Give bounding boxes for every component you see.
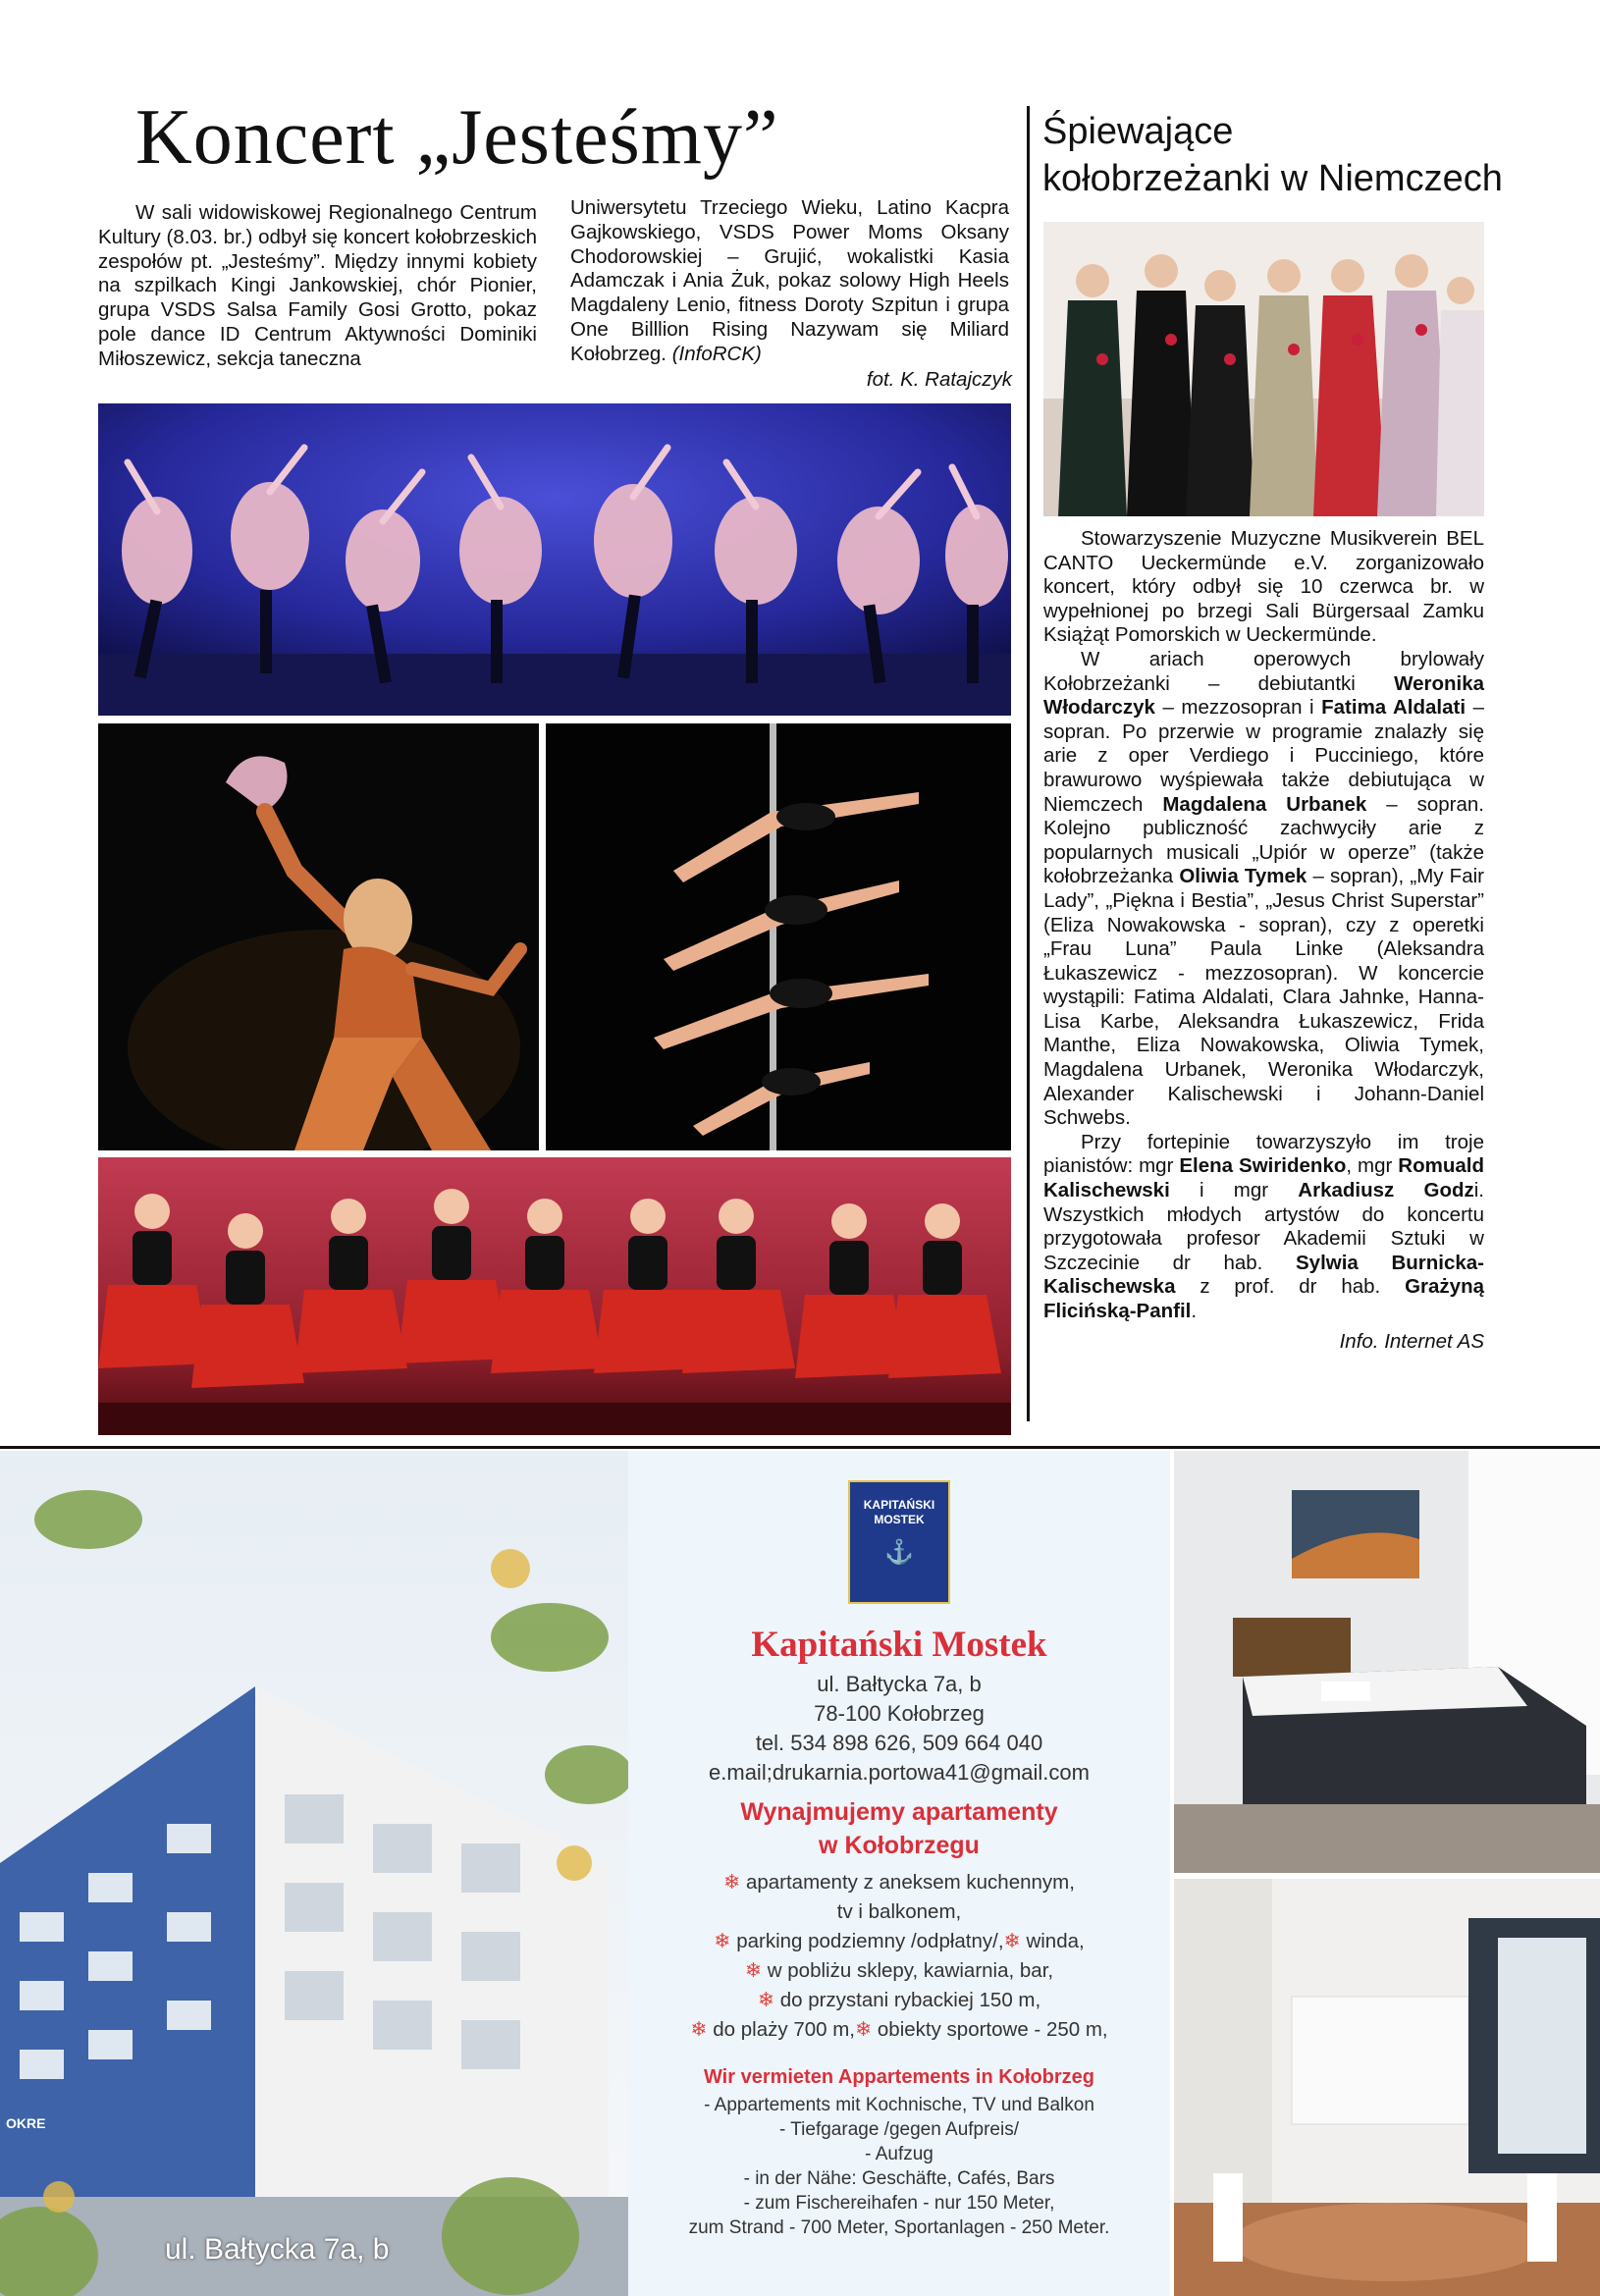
article-source: (InfoRCK) <box>671 342 762 365</box>
p3-text-e: i mgr <box>1169 1179 1299 1202</box>
article-column-1: W sali widowiskowej Regionalnego Centrum Kultury (8.03. br.) odbył się koncert kołobrzeskich zespołów pt. „Jesteśmy”. Między innymi kobiety na szpilkach Kingi Jankowskiej, chór Pionier, grupa VSDS Salsa Family Gosi Grotto, pokaz pole dance ID Centrum Aktywności Dominiki Miłoszewicz, sekcja taneczna <box>98 201 537 370</box>
ad-bullet-7-text: do plaży 700 m, <box>713 2018 855 2041</box>
sidebar-title <box>1042 108 1503 202</box>
p2-name-magdalena: Magdalena Urbanek <box>1162 792 1367 816</box>
pole-dance-illustration <box>546 723 1011 1150</box>
sidebar-source: Info. Internet AS <box>1339 1329 1484 1353</box>
p3-name-arkadiusz: Arkadiusz Godz <box>1298 1179 1474 1202</box>
ad-building-photo <box>0 1451 628 2296</box>
bullet-star-icon: ❄ <box>723 1871 741 1894</box>
column-divider <box>1027 106 1030 1421</box>
ad-headline-2: w Kołobrzegu <box>819 1832 980 1859</box>
bedroom-illustration <box>1174 1451 1600 1873</box>
photo-credit: fot. K. Ratajczyk <box>866 368 1012 391</box>
sidebar-paragraph-1: Stowarzyszenie Muzyczne Musikverein BEL CANTO Ueckermünde e.V. zorganizowało koncert, który odbył się 10 czerwca br. w wypełnionej po brzegi Sali Bürgersaal Zamku Książąt Pomorskich w Ueckermünde. <box>1043 527 1484 647</box>
sidebar-paragraph-2 <box>1043 648 1484 1131</box>
anchor-icon: ⚓ <box>884 1539 914 1566</box>
article-column-2 <box>570 196 1009 367</box>
kitchen-illustration <box>1174 1879 1600 2296</box>
p2-name-weronika: Weronika Włodarczyk <box>1043 671 1484 720</box>
ad-german-line-5: - zum Fischereihafen - nur 150 Meter, <box>743 2193 1055 2214</box>
p3-name-elena: Elena Swiridenko <box>1179 1154 1347 1178</box>
ad-bullet-6 <box>628 1986 1170 2015</box>
ad-email: e.mail;drukarnia.portowa41@gmail.com <box>709 1760 1090 1785</box>
p3-text-a: Przy fortepinie towarzyszyło im troje pianistów: mgr <box>1043 1130 1484 1178</box>
photo-dance-blue-stage <box>98 403 1011 716</box>
bullet-star-icon: ❄ <box>744 1959 763 1982</box>
bullet-star-icon: ❄ <box>1003 1930 1021 1952</box>
p2-text-a: W ariach operowych brylowały Kołobrzeżanki – debiutantki <box>1043 647 1484 695</box>
bullet-star-icon: ❄ <box>714 1930 731 1952</box>
ad-bullet-3-text: parking podziemny /odpłatny/, <box>736 1930 1004 1952</box>
ad-sign-text: OKRE <box>6 2115 46 2131</box>
bullet-star-icon: ❄ <box>855 2018 873 2041</box>
p3-name-sylwia: Sylwia Burnicka-Kalischewska <box>1043 1251 1484 1299</box>
ad-kitchen-photo <box>1174 1879 1600 2296</box>
red-skirts-illustration <box>98 1157 1011 1435</box>
ad-german-headline: Wir vermieten Appartements in Kołobrzeg <box>703 2066 1095 2088</box>
sidebar-paragraph-3 <box>1043 1131 1484 1324</box>
ad-bedroom-photo <box>1174 1451 1600 1873</box>
ad-info-panel <box>628 1451 1170 2296</box>
ad-german-line-2: - Tiefgarage /gegen Aufpreis/ <box>779 2119 1019 2140</box>
p3-text-i: z prof. dr hab. <box>1175 1275 1406 1299</box>
ad-bullet-3 <box>628 1927 1170 1956</box>
bullet-star-icon: ❄ <box>690 2018 708 2041</box>
sidebar-title-line-2: kołobrzeżanki w Niemczech <box>1042 158 1503 199</box>
ad-german-line-3: - Aufzug <box>865 2144 933 2164</box>
dance-blue-stage-illustration <box>98 403 1011 716</box>
p2-text-i: – sopran), „My Fair Lady”, „Piękna i Bestia”, „Jesus Christ Superstar” (Eliza Nowakowska - sopran), czy z operetki „Frau Luna” Paula Linke (Aleksandra Łukaszewicz - mezzosopran). W koncercie wystąpili: Fatima Aldalati, Clara Jahnke, Hanna-Lisa Karbe, Aleksandra Łukaszewicz, Frida Manthe, Eliza Nowakowska, Oliwia Tymek, Magdalena Urbanek, Weronika Włodarczyk, Alexander Kalischewski i Johann-Daniel Schwebs. <box>1043 865 1484 1130</box>
p3-name-grazyna: Grażyną Flicińską-Panfil <box>1043 1275 1484 1322</box>
sidebar-article-body <box>1043 527 1484 1354</box>
ad-headline-1: Wynajmujemy apartamenty <box>740 1798 1058 1826</box>
ad-german-line-1: - Appartements mit Kochnische, TV und Balkon <box>704 2095 1094 2115</box>
p2-text-c: – mezzosopran i <box>1154 696 1322 720</box>
p3-text-c: , mgr <box>1346 1154 1399 1178</box>
photo-pole-dance <box>546 723 1011 1150</box>
p2-name-fatima: Fatima Aldalati <box>1321 696 1467 720</box>
photo-red-skirts-dance <box>98 1157 1011 1435</box>
photo-fan-dancer <box>98 723 539 1150</box>
ad-bullet-7 <box>628 2015 1170 2045</box>
article-title: Koncert „Jesteśmy” <box>135 94 779 181</box>
sidebar-title-line-1: Śpiewające <box>1042 111 1234 152</box>
ad-bullet-2 <box>628 1897 1170 1927</box>
advert-divider <box>0 1446 1600 1449</box>
ad-logo-line-1: KAPITAŃSKI <box>863 1498 935 1512</box>
ad-bullet-6-text: do przystani rybackiej 150 m, <box>779 1989 1041 2011</box>
ad-bullet-8-text: obiekty sportowe - 250 m, <box>877 2018 1108 2041</box>
p3-name-romuald: Romuald Kalischewski <box>1043 1154 1484 1202</box>
ad-german-line-6: zum Strand - 700 Meter, Sportanlagen - 250 Meter. <box>688 2217 1110 2238</box>
ad-address-1: ul. Bałtycka 7a, b <box>817 1672 982 1696</box>
ad-logo-line-2: MOSTEK <box>874 1513 925 1526</box>
ad-logo <box>848 1480 950 1604</box>
ad-bullet-5-text: w pobliżu sklepy, kawiarnia, bar, <box>767 1959 1054 1982</box>
photo-singers-group <box>1043 222 1484 516</box>
ad-bullet-1-text: apartamenty z aneksem kuchennym, <box>745 1871 1075 1894</box>
ad-bullet-2-text: tv i balkonem, <box>836 1900 962 1923</box>
ad-phone: tel. 534 898 626, 509 664 040 <box>755 1731 1043 1755</box>
article-column-2-text: Uniwersytetu Trzeciego Wieku, Latino Kacpra Gajkowskiego, VSDS Power Moms Oksany Chodorowskiej – Grujić, wokalistki Kasia Adamczak i Ania Żuk, pokaz solowy High Heels Magdaleny Lenio, fitness Doroty Szpitun i grupa One Billlion Rising Nazywam się Miliard Kołobrzeg. <box>570 196 1009 365</box>
p3-text-g: i. Wszystkich młodych artystów do koncertu przygotowała profesor Akademii Sztuki w Szczecinie dr hab. <box>1043 1179 1484 1274</box>
p2-text-e: – sopran. Po przerwie w programie znalazły się arie z oper Verdiego i Pucciniego, które brawurowo wyśpiewała także debiutująca w Niemczech <box>1043 696 1484 816</box>
ad-bullet-list <box>628 1868 1170 2045</box>
ad-german-line-4: - in der Nähe: Geschäfte, Cafés, Bars <box>743 2168 1055 2189</box>
ad-company-name: Kapitański Mostek <box>751 1625 1047 1665</box>
ad-german-list <box>628 2093 1170 2240</box>
fan-dancer-illustration <box>98 723 539 1150</box>
ad-address-2: 78-100 Kołobrzeg <box>814 1701 985 1726</box>
p3-text-k: . <box>1191 1300 1198 1322</box>
apartment-building-illustration <box>0 1451 628 2296</box>
singers-group-illustration <box>1043 222 1484 516</box>
ad-bullet-5 <box>628 1956 1170 1986</box>
ad-bullet-1 <box>628 1868 1170 1897</box>
ad-bullet-4-text: winda, <box>1026 1930 1085 1952</box>
bullet-star-icon: ❄ <box>757 1989 774 2011</box>
p2-text-g: – sopran. Kolejno publiczność zachwyciły arie z popularnych musicali „Upiór w operze” (także kołobrzeżanka <box>1043 792 1484 888</box>
ad-photo-caption: ul. Bałtycka 7a, b <box>165 2233 390 2266</box>
p2-name-oliwia: Oliwia Tymek <box>1179 865 1307 888</box>
